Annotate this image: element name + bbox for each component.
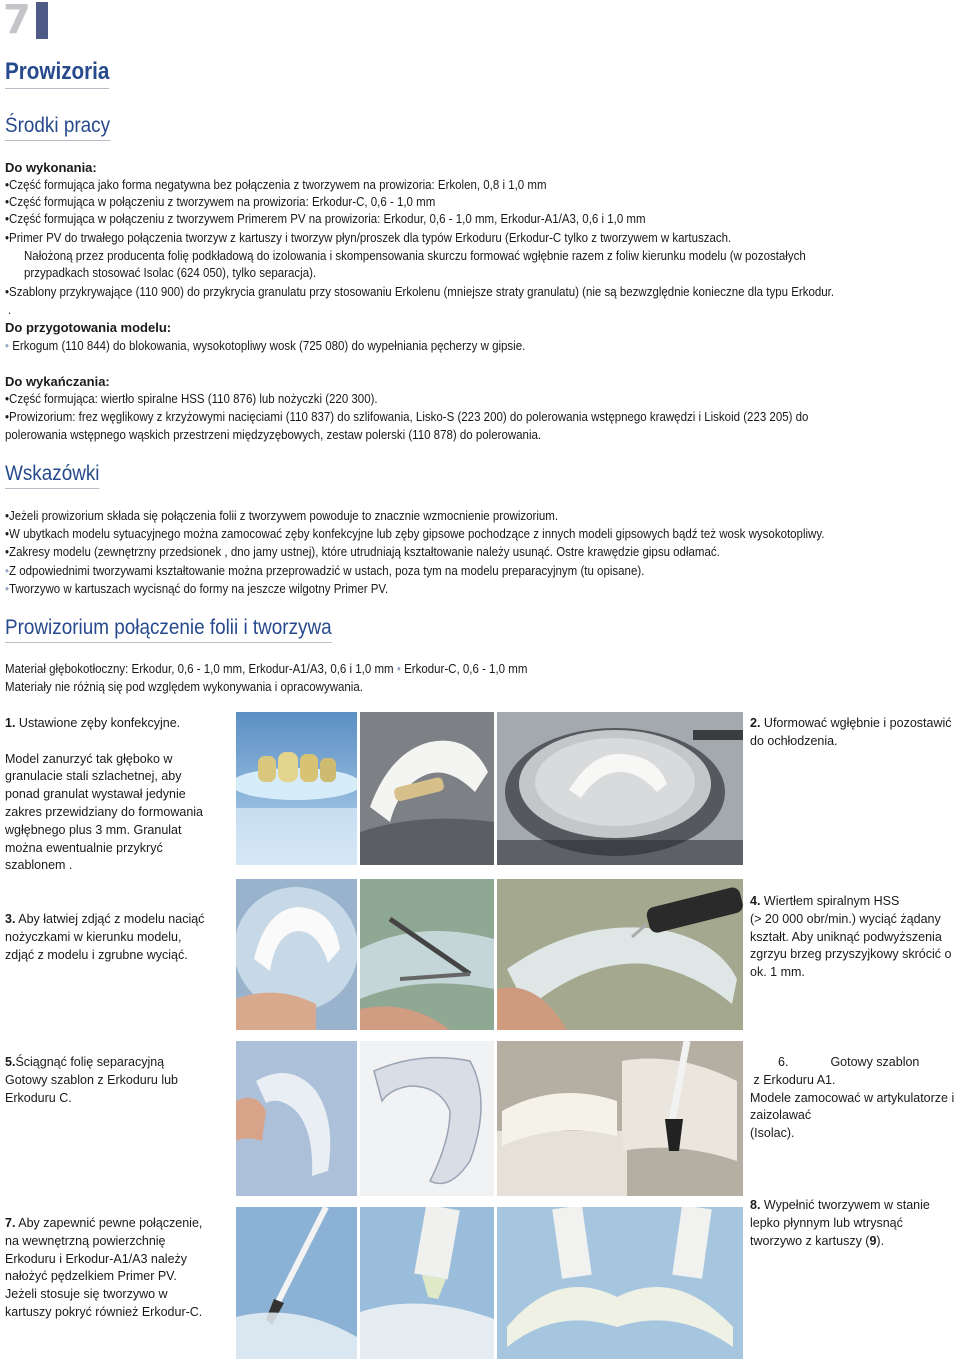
tools-item: •Szablony przykrywające (110 900) do przykrycia granulatu przy stosowaniu Erkolenu (mniejsze straty granulatu) (nie są bezwzględnie konieczne dla typu Erkodur.: [5, 285, 835, 299]
step-5a-photo: [236, 1041, 357, 1196]
section-heading-tips: Wskazówki: [5, 462, 100, 489]
step-text: Aby łatwiej zdjąć z modelu naciąć: [18, 912, 205, 926]
step-8-caption: [750, 1197, 960, 1250]
step-1a-photo: [236, 712, 357, 865]
step-text: wgłębnego plus 3 mm. Granulat: [5, 822, 182, 837]
step-number: 6.: [778, 1055, 789, 1069]
step-text: Model zanurzyć tak głęboko w: [5, 751, 173, 766]
material-note: Materiały nie różnią się pod względem wykonywania i opracowywania.: [5, 680, 363, 694]
step-text: Wypełnić tworzywem w stanie: [763, 1198, 930, 1212]
do-przygotowania-label: Do przygotowania modelu:: [5, 320, 172, 335]
step-text: Jeżeli stosuje się tworzywo w: [5, 1287, 168, 1302]
step-text: ponad granulat wystawał jedynie: [5, 787, 186, 802]
tip-item: [5, 508, 558, 526]
step-5b-photo: [360, 1041, 494, 1196]
material-text: Erkodur-C, 0,6 - 1,0 mm: [404, 662, 528, 676]
tools-item: •Primer PV do trwałego połączenia tworzyw z kartuszy i tworzyw płyn/proszek dla typów Erkoduru (Erkodur-C tylko z tworzywem w kartuszach.: [5, 231, 732, 245]
step-text: (Isolac).: [750, 1126, 795, 1141]
tip-item: [5, 544, 720, 562]
do-wykanczania-label: Do wykańczania:: [5, 374, 110, 389]
step-text: Uformować wgłębnie i pozostawić: [763, 716, 952, 730]
material-text: Materiał głębokotłoczny: Erkodur, 0,6 - 1,0 mm, Erkodur-A1/A3, 0,6 i 1,0 mm: [5, 662, 394, 676]
step-7-caption: [5, 1215, 230, 1322]
step-text: lepko płynnym lub wtrysnąć: [750, 1215, 903, 1230]
step-3a-photo: [236, 879, 357, 1030]
step-text: nożyczkami w kierunku modelu,: [5, 929, 182, 944]
step-text: Modele zamocować w artykulatorze i: [750, 1090, 955, 1105]
bullet: •: [5, 527, 10, 541]
tools-item: .: [8, 303, 12, 317]
step-text: ).: [876, 1233, 885, 1248]
step-text: Wiertłem spiralnym HSS: [763, 894, 900, 908]
step-text: Aby zapewnić pewne połączenie,: [18, 1216, 203, 1230]
step-3b-photo: [360, 879, 494, 1030]
step-number: 2.: [750, 716, 761, 730]
step-text: nałożyć pędzelkiem Primer PV.: [5, 1269, 177, 1284]
do-wykonania-label: Do wykonania:: [5, 160, 97, 175]
tools-item: Nałożoną przez producenta folię podkładową do izolowania i skompensowania skurczu formować wgłębnie razem z foliw kierunku modelu (w pozostałych: [24, 249, 806, 263]
page-number: 7: [3, 0, 31, 43]
section-heading-process: Prowizorium połączenie folii i tworzywa: [5, 616, 332, 643]
tools-item: przypadkach stosować Isolac (624 050), tylko separacja).: [24, 266, 317, 280]
step-text: Ściągnąć folię separacyjną: [15, 1055, 165, 1069]
step-text: zgrzyu brzeg przyszyjkowy skrócić o: [750, 947, 952, 962]
tools-item: •Część formująca: wiertło spiralne HSS (110 876) lub nożyczki (220 300).: [5, 392, 378, 406]
tools-item: •Część formująca jako forma negatywna bez połączenia z tworzywem na prowizoria: Erkolen, 0,8 i 1,0 mm: [5, 178, 547, 192]
step-text: na wewnętrzną powierzchnię: [5, 1233, 166, 1248]
step-number: 1.: [5, 716, 16, 730]
step-text: zaizolawać: [750, 1108, 812, 1123]
bullet: •: [5, 564, 10, 578]
bullet: •: [5, 509, 10, 523]
step-text: Gotowy szablon: [830, 1055, 920, 1069]
step-8b-photo: [497, 1207, 743, 1359]
step-number: 4.: [750, 894, 761, 908]
step-number: 5.: [5, 1055, 16, 1069]
step-reference: 9: [869, 1233, 877, 1248]
tools-item: •Część formująca w połączeniu z tworzywem Primerem PV na prowizoria: Erkodur, 0,6 - 1,0 mm, Erkodur-A1/A3, 0,6 i 1,0 mm: [5, 212, 646, 226]
step-8a-photo: [360, 1207, 494, 1359]
step-5-caption: [5, 1054, 225, 1107]
material-line: [5, 661, 527, 679]
step-number: 8.: [750, 1198, 761, 1212]
step-2-caption: [750, 715, 960, 751]
step-text: można ewentualnie przykryć: [5, 840, 163, 855]
step-2-photo: [497, 712, 743, 865]
step-text: zakres przewidziany do formowania: [5, 804, 204, 819]
bullet: •: [396, 662, 401, 676]
step-4-caption: [750, 893, 960, 982]
step-text: szablonem .: [5, 858, 73, 873]
step-7-photo: [236, 1207, 357, 1359]
step-text: Ustawione zęby konfekcyjne.: [18, 716, 181, 730]
page-title: Prowizoria: [5, 58, 109, 89]
step-6-photo: [497, 1041, 743, 1196]
tip-item: [5, 563, 644, 581]
tip-item: [5, 581, 388, 599]
step-text: granulacie stali szlachetnej, aby: [5, 769, 182, 784]
tip-text: Tworzywo w kartuszach wycisnąć do formy na jeszcze wilgotny Primer PV.: [9, 582, 389, 596]
step-1-caption: [5, 715, 225, 875]
step-4-photo: [497, 879, 743, 1030]
step-text: z Erkoduru A1.: [750, 1072, 836, 1087]
tools-item: •Prowizorium: frez węglikowy z krzyżowymi nacięciami (110 837) do szlifowania, Lisko-S (223 200) do polerowania wstępnego krawędzi i Liskoid (223 205) do: [5, 410, 809, 424]
step-text: tworzywo z kartuszy (: [750, 1233, 870, 1248]
step-text: zdjąć z modelu i zgrubne wyciąć.: [5, 947, 188, 962]
step-text: do ochłodzenia.: [750, 733, 838, 748]
tip-text: Zakresy modelu (zewnętrzny przedsionek , dno jamy ustnej), które utrudniają kształtowanie należy usunąć. Ostre krawędzie gipsu odłamać.: [9, 545, 720, 559]
step-text: kształt. Aby uniknąć podwyższenia: [750, 929, 942, 944]
step-1b-photo: [360, 712, 494, 865]
step-text: ok. 1 mm.: [750, 965, 805, 980]
tools-item: polerowania wstępnego wąskich przestrzeni międzyzębowych, zestaw polerski (110 878) do polerowania.: [5, 428, 542, 442]
step-text: (> 20 000 obr/min.) wyciąć żądany: [750, 911, 941, 926]
step-3-caption: [5, 911, 225, 964]
page-marker-bar: [36, 2, 48, 39]
step-6-caption: [750, 1054, 960, 1143]
tip-item: [5, 526, 824, 544]
step-text: kartuszy pokryć również Erkodur-C.: [5, 1304, 203, 1319]
step-number: 7.: [5, 1216, 16, 1230]
bullet: •: [5, 545, 10, 559]
tip-text: Jeżeli prowizorium składa się połączenia folii z tworzywem powoduje to znacznie wzmocnienie prowizorium.: [9, 509, 559, 523]
section-heading-tools: Środki pracy: [5, 114, 110, 141]
step-text: Erkoduru C.: [5, 1090, 72, 1105]
tip-text: Z odpowiednimi tworzywami kształtowanie można przeprowadzić w ustach, poza tym na modelu preparacyjnym (tu opisane).: [9, 564, 645, 578]
step-text: Erkoduru i Erkodur-A1/A3 należy: [5, 1251, 188, 1266]
step-number: 3.: [5, 912, 16, 926]
tools-item: •Część formująca w połączeniu z tworzywem na prowizoria: Erkodur-C, 0,6 - 1,0 mm: [5, 195, 436, 209]
bullet: •: [5, 339, 10, 353]
tip-text: W ubytkach modelu sytuacyjnego można zamocować zęby konfekcyjne lub zęby gipsowe pochodzące z innych modeli gipsowych bądź też wosk wysokotopliwy.: [9, 527, 825, 541]
tools-item-text: Erkogum (110 844) do blokowania, wysokotopliwy wosk (725 080) do wypełniania pęcherzy w gipsie.: [12, 339, 526, 353]
tools-item: [5, 338, 525, 356]
bullet: •: [5, 582, 10, 596]
step-text: Gotowy szablon z Erkoduru lub: [5, 1072, 179, 1087]
